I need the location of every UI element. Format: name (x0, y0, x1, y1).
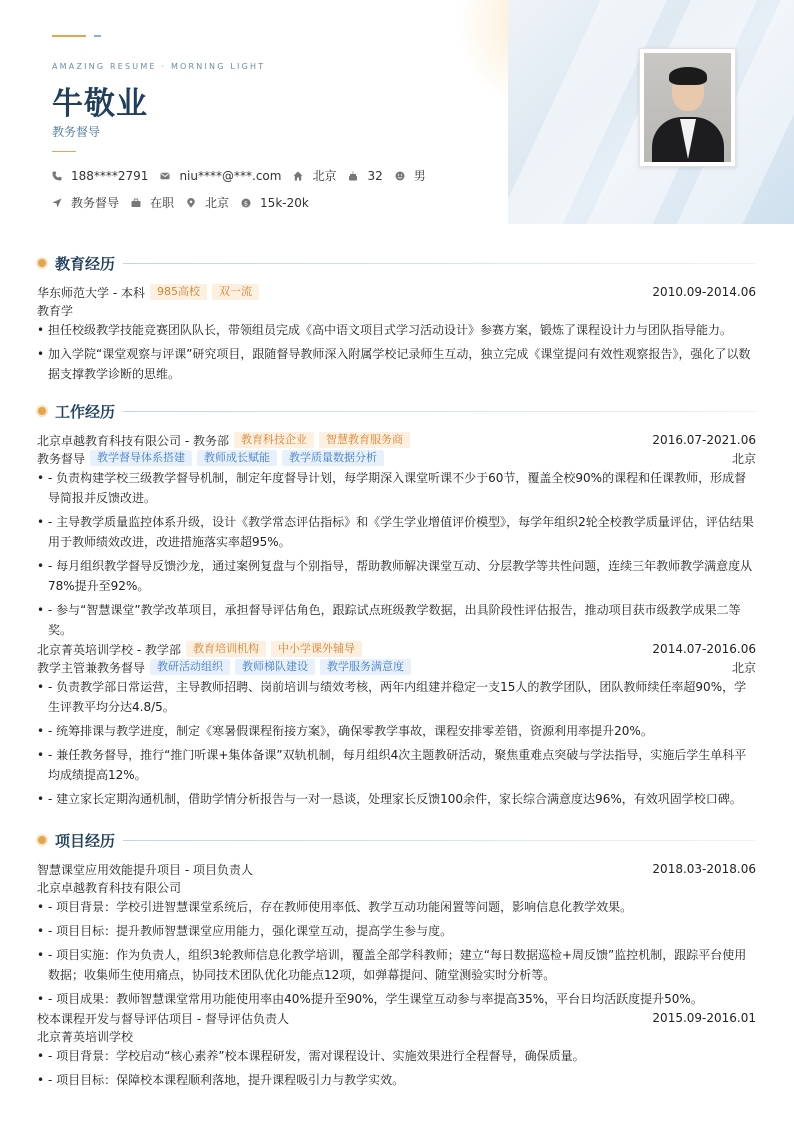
gender-icon (395, 171, 405, 181)
work-section-header (37, 401, 756, 421)
gender-item (395, 167, 426, 184)
project-entry-header (37, 1009, 756, 1027)
age-item (348, 169, 382, 183)
contact-info-row (52, 167, 438, 184)
job-period: 2014.07-2016.06 (652, 642, 756, 656)
location-pin-icon (186, 198, 196, 208)
job-role: 教学主管兼教务督导 (37, 660, 146, 675)
job-entry-header (37, 640, 756, 658)
section-divider (123, 411, 756, 412)
company-name: 北京菁英培训学校 - 教学部 (37, 642, 181, 657)
education-entry-header (37, 283, 756, 301)
education-section-header (37, 253, 756, 273)
company-tag: 教育培训机构 (186, 641, 266, 657)
residence-item (293, 167, 336, 184)
briefcase-icon (131, 198, 141, 208)
list-item: • - 项目背景：学校启动“核心素养”校本课程研发，需对课程设计、实施效果进行全程督导，确保质量。 (37, 1046, 756, 1066)
residence-text: 北京 (312, 169, 337, 183)
section-divider (123, 263, 756, 264)
list-item: • - 统筹排课与教学进度，制定《寒暑假课程衔接方案》，确保零教学事故，课程安排零差错，资源利用率提升20%。 (37, 721, 756, 741)
role-tag: 教学服务满意度 (320, 659, 411, 675)
accent-line (52, 35, 86, 37)
project-period: 2015.09-2016.01 (652, 1011, 756, 1025)
email-item (160, 169, 281, 183)
list-item: • - 建立家长定期沟通机制，借助学情分析报告与一对一恳谈，处理家长反馈100余件，家长综合满意度达96%，有效巩固学校口碑。 (37, 789, 756, 809)
major-name: 教育学 (37, 303, 74, 318)
list-item: • - 每月组织教学督导反馈沙龙，通过案例复盘与个别指导，帮助教师解决课堂互动、分层教学等共性问题，连续三年教师教学满意度从78%提升至92%。 (37, 556, 756, 596)
project-org-row (37, 1027, 756, 1045)
resume-header (0, 0, 794, 236)
salary-item (241, 196, 309, 210)
education-section (37, 253, 756, 388)
intent-position-text: 教务督导 (71, 196, 120, 210)
intent-position-item (52, 194, 119, 211)
accent-line-short (94, 35, 101, 37)
role-tag: 教学督导体系搭建 (90, 450, 192, 466)
status-text: 在职 (150, 196, 175, 210)
mail-icon (160, 171, 170, 181)
send-icon (52, 198, 62, 208)
job-city: 北京 (731, 451, 756, 466)
education-major-row (37, 301, 756, 319)
intent-city-text: 北京 (205, 196, 230, 210)
company-tag: 教育科技企业 (234, 432, 314, 448)
school-name: 华东师范大学 - 本科 (37, 285, 145, 300)
list-item: • - 项目成果：教师智慧课堂常用功能使用率由40%提升至90%，学生课堂互动参与率提高35%，平台日均活跃度提升50%。 (37, 989, 756, 1009)
project-name: 校本课程开发与督导评估项目 - 督导评估负责人 (37, 1011, 289, 1026)
salary-icon (241, 198, 251, 208)
job-bullets (37, 677, 756, 809)
list-item: • - 项目背景：学校引进智慧课堂系统后，存在教师使用率低、教学互动功能闲置等问题，影响信息化教学效果。 (37, 897, 756, 917)
project-period: 2018.03-2018.06 (652, 862, 756, 876)
job-entry-header (37, 431, 756, 449)
work-section (37, 401, 756, 813)
intent-city-item (186, 194, 229, 211)
project-bullets (37, 1046, 756, 1090)
list-item: • 加入学院“课堂观察与评课”研究项目，跟随督导教师深入附属学校记录师生互动，独立完成《课堂提问有效性观察报告》，强化了以数据支撑教学诊断的思维。 (37, 344, 756, 384)
projects-section (37, 830, 756, 1094)
company-tag: 中小学课外辅导 (271, 641, 362, 657)
title-underline (52, 151, 76, 152)
education-bullets (37, 320, 756, 384)
job-role-row (37, 658, 756, 676)
list-item: • - 参与“智慧课堂”教学改革项目，承担督导评估角色，跟踪试点班级教学数据，出具阶段性评估报告，推动项目获市级教学成果二等奖。 (37, 600, 756, 640)
job-role: 教务督导 (37, 451, 86, 466)
candidate-name: 牛敬业 (52, 86, 148, 122)
job-title: 教务督导 (52, 125, 101, 139)
section-dot (38, 836, 46, 844)
phone-icon (52, 171, 62, 181)
section-title: 工作经历 (55, 402, 116, 421)
section-divider (123, 840, 756, 841)
section-dot (38, 259, 46, 267)
list-item: • - 项目目标：提升教师智慧课堂应用能力，强化课堂互动，提高学生参与度。 (37, 921, 756, 941)
school-tag: 985高校 (150, 284, 207, 300)
phone-text: 188****2791 (71, 168, 149, 183)
role-tag: 教师成长赋能 (197, 450, 277, 466)
list-item: • - 主导教学质量监控体系升级，设计《教学常态评估指标》和《学生学业增值评价模型》，每学年组织2轮全校教学质量评估，评估结果用于教师绩效改进，改进措施落实率超95%。 (37, 512, 756, 552)
list-item: • - 项目目标：保障校本课程顺利落地，提升课程吸引力与教学实效。 (37, 1070, 756, 1090)
list-item: • - 项目实施：作为负责人，组织3轮教师信息化教学培训，覆盖全部学科教师；建立“每日数据巡检+周反馈”监控机制，跟踪平台使用数据；收集师生使用痛点，协同技术团队优化功能点12项，如弹幕提问、随堂测验实时分析等。 (37, 945, 756, 985)
salary-text: 15k-20k (260, 195, 309, 210)
section-title: 教育经历 (55, 254, 116, 273)
role-tag: 教研活动组织 (150, 659, 230, 675)
project-name: 智慧课堂应用效能提升项目 - 项目负责人 (37, 862, 253, 877)
job-period: 2016.07-2021.06 (652, 433, 756, 447)
job-intent-row (52, 194, 321, 211)
resume-tagline: AMAZING RESUME · MORNING LIGHT (52, 62, 266, 71)
email-text: niu****@***.com (179, 168, 282, 183)
section-title: 项目经历 (55, 831, 116, 850)
job-role-row (37, 449, 756, 467)
project-org-row (37, 878, 756, 896)
job-city: 北京 (731, 660, 756, 675)
home-icon (293, 171, 303, 181)
company-name: 北京卓越教育科技有限公司 - 教务部 (37, 433, 229, 448)
education-period: 2010.09-2014.06 (652, 285, 756, 299)
cake-icon (348, 171, 358, 181)
list-item: • 担任校级教学技能竞赛团队队长，带领组员完成《高中语文项目式学习活动设计》参赛方案，锻炼了课程设计力与团队指导能力。 (37, 320, 756, 340)
profile-photo (639, 48, 736, 167)
project-bullets (37, 897, 756, 1009)
section-dot (38, 407, 46, 415)
project-entry-header (37, 860, 756, 878)
age-text: 32 (367, 168, 383, 183)
list-item: • - 负责教学部日常运营，主导教师招聘、岗前培训与绩效考核，两年内组建并稳定一支15人的教学团队，团队教师续任率超90%，学生评教平均分达4.8/5。 (37, 677, 756, 717)
role-tag: 教师梯队建设 (235, 659, 315, 675)
role-tag: 教学质量数据分析 (282, 450, 384, 466)
svg-text:$: $ (243, 198, 249, 207)
list-item: • - 兼任教务督导，推行“推门听课+集体备课”双轨机制，每月组织4次主题教研活动，聚焦重难点突破与学法指导，实施后学生单科平均成绩提高12%。 (37, 745, 756, 785)
status-item (131, 194, 174, 211)
project-org: 北京菁英培训学校 (37, 1029, 134, 1044)
company-tag: 智慧教育服务商 (319, 432, 410, 448)
school-tag: 双一流 (212, 284, 259, 300)
list-item: • - 负责构建学校三级教学督导机制，制定年度督导计划，每学期深入课堂听课不少于60节，覆盖全校90%的课程和任课教师，形成督导简报并反馈改进。 (37, 468, 756, 508)
gender-text: 男 (413, 169, 426, 183)
projects-section-header (37, 830, 756, 850)
project-org: 北京卓越教育科技有限公司 (37, 880, 182, 895)
job-bullets (37, 468, 756, 640)
phone-item (52, 169, 148, 183)
avatar (644, 53, 731, 162)
